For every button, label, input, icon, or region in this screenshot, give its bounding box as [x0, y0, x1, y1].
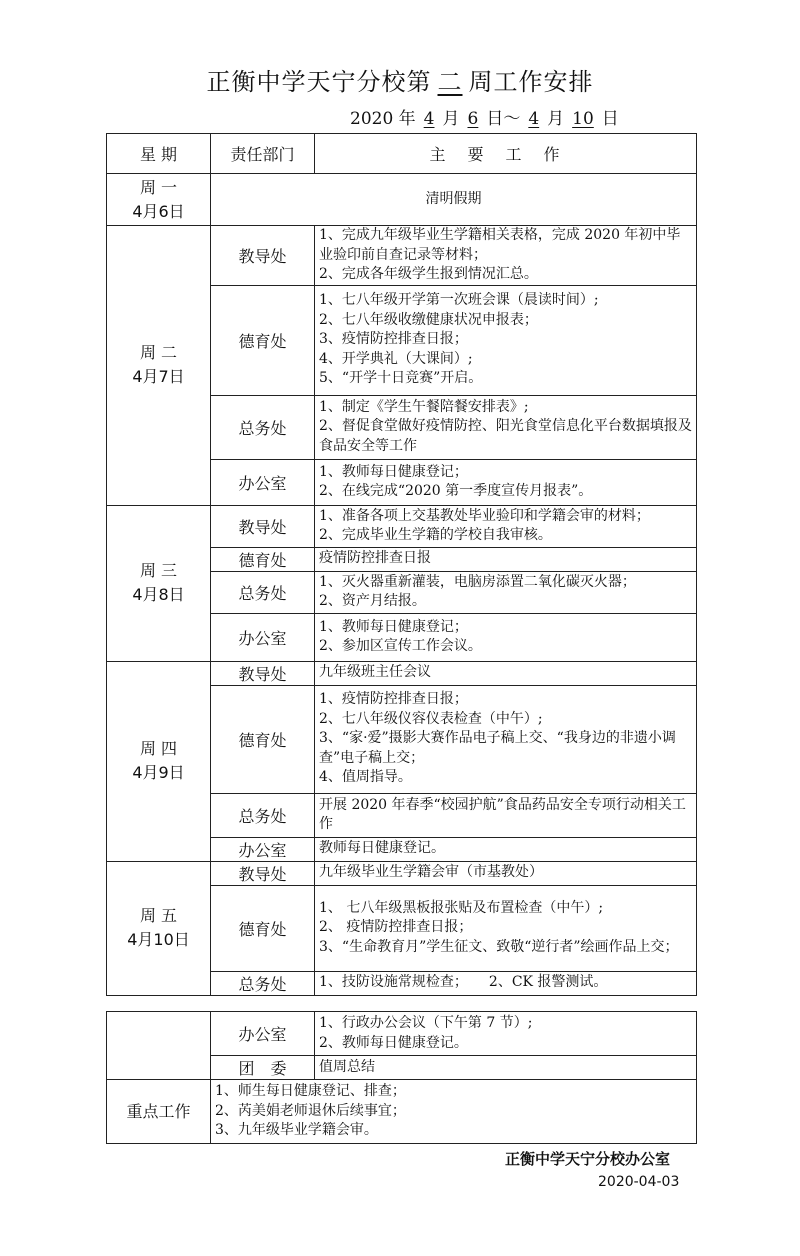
header-day: 星 期 — [107, 134, 211, 174]
dept-label: 总务处 — [211, 793, 315, 837]
work-cell: 九年级毕业生学籍会审（市基教处） — [315, 861, 697, 885]
mon-note: 清明假期 — [211, 174, 697, 226]
work-cell: 教师每日健康登记。 — [315, 837, 697, 861]
week-number: 二 — [437, 68, 463, 96]
key-work-cell: 1、师生每日健康登记、排查； 2、芮美娟老师退休后续事宜； 3、九年级毕业学籍会审。 — [211, 1080, 697, 1144]
row-thu-jiaodao — [107, 661, 697, 685]
day-wed: 周 三 4月8日 — [107, 505, 211, 661]
work-cell: 1、完成九年级毕业生学籍相关表格，完成 2020 年初中毕业验印前自查记录等材料； 2、完成各年级学生报到情况汇总。 — [315, 226, 697, 286]
work-cell: 1、 七八年级黑板报张贴及布置检查（中午）; 2、 疫情防控排查日报； 3、“生命教育月”学生征文、致敬“逆行者”绘画作品上交； — [315, 885, 697, 971]
continuation-table — [106, 1011, 697, 1144]
day-fri: 周 五 4月10日 — [107, 861, 211, 995]
dept-label: 教导处 — [211, 661, 315, 685]
dept-label: 办公室 — [211, 837, 315, 861]
work-cell: 1、疫情防控排查日报； 2、七八年级仪容仪表检查（中午）; 3、“家·爱”摄影大赛作品电子稿上交、“我身边的非遗小调查”电子稿上交； 4、值周指导。 — [315, 685, 697, 793]
row-fri-bangong — [107, 1012, 697, 1056]
blank-day-cell — [107, 1012, 211, 1080]
work-cell: 九年级班主任会议 — [315, 661, 697, 685]
row-mon — [107, 174, 697, 226]
dept-label: 办公室 — [211, 459, 315, 505]
header-row — [107, 134, 697, 174]
work-cell: 值周总结 — [315, 1056, 697, 1080]
dept-label: 总务处 — [211, 395, 315, 459]
schedule-table — [106, 133, 697, 996]
work-cell: 1、教师每日健康登记； 2、在线完成“2020 第一季度宣传月报表”。 — [315, 459, 697, 505]
dept-label: 办公室 — [211, 613, 315, 661]
work-cell: 1、灭火器重新灌装，电脑房添置二氧化碳灭火器； 2、资产月结报。 — [315, 571, 697, 613]
work-cell: 1、技防设施常规检查； 2、CK 报警测试。 — [315, 971, 697, 995]
dept-label: 教导处 — [211, 505, 315, 547]
day-mon: 周 一 4月6日 — [107, 174, 211, 226]
row-wed-jiaodao — [107, 505, 697, 547]
work-cell: 1、教师每日健康登记； 2、参加区宣传工作会议。 — [315, 613, 697, 661]
date-range: 2020 年 4 月 6 日～ 4 月 10 日 — [350, 109, 619, 129]
row-key-work — [107, 1080, 697, 1144]
dept-label: 德育处 — [211, 547, 315, 571]
dept-label: 总务处 — [211, 971, 315, 995]
dept-label: 总务处 — [211, 571, 315, 613]
row-fri-jiaodao — [107, 861, 697, 885]
dept-label: 德育处 — [211, 285, 315, 395]
dept-label: 教导处 — [211, 861, 315, 885]
dept-label: 德育处 — [211, 885, 315, 971]
row-tue-jiaodao — [107, 226, 697, 286]
work-cell: 疫情防控排查日报 — [315, 547, 697, 571]
footer-org: 正衡中学天宁分校办公室 — [505, 1150, 671, 1168]
header-work: 主要工作 — [315, 134, 697, 174]
work-cell: 1、准备各项上交基教处毕业验印和学籍会审的材料； 2、完成毕业生学籍的学校自我审核。 — [315, 505, 697, 547]
dept-label: 办公室 — [211, 1012, 315, 1056]
work-cell: 1、制定《学生午餐陪餐安排表》; 2、督促食堂做好疫情防控、阳光食堂信息化平台数据填报及食品安全等工作 — [315, 395, 697, 459]
day-thu: 周 四 4月9日 — [107, 661, 211, 861]
dept-label: 教导处 — [211, 226, 315, 286]
footer-date: 2020-04-03 — [598, 1174, 680, 1190]
work-cell: 1、行政办公会议（下午第 7 节）; 2、教师每日健康登记。 — [315, 1012, 697, 1056]
work-cell: 1、七八年级开学第一次班会课（晨读时间）; 2、七八年级收缴健康状况申报表； 3、疫情防控排查日报； 4、开学典礼（大课间）; 5、“开学十日竞赛”开启。 — [315, 285, 697, 395]
page-title: 正衡中学天宁分校第 二 周工作安排 — [206, 68, 594, 96]
day-tue: 周 二 4月7日 — [107, 226, 211, 506]
work-cell: 开展 2020 年春季“校园护航”食品药品安全专项行动相关工作 — [315, 793, 697, 837]
header-dept: 责任部门 — [211, 134, 315, 174]
dept-label: 团 委 — [211, 1056, 315, 1080]
dept-label: 德育处 — [211, 685, 315, 793]
key-work-label: 重点工作 — [107, 1080, 211, 1144]
